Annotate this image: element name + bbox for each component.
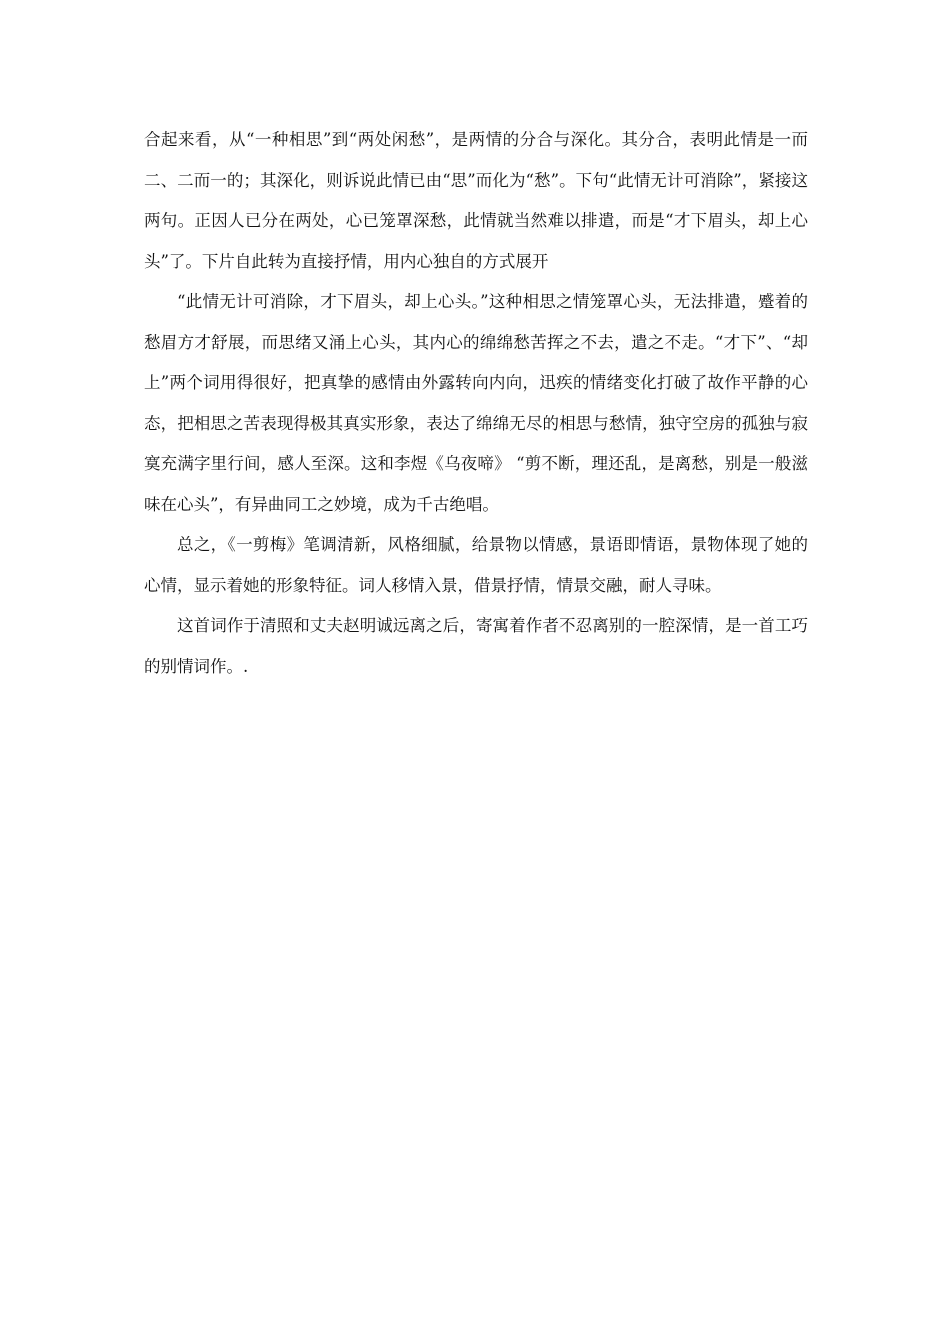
paragraph-3: 总之，《一剪梅》笔调清新，风格细腻，给景物以情感，景语即情语，景物体现了她的心情，显示着她的形象特征。词人移情入景，借景抒情，情景交融，耐人寻味。 <box>144 535 808 595</box>
paragraph-1: 合起来看，从“一种相思”到“两处闲愁”，是两情的分合与深化。其分合，表明此情是一而二、二而一的；其深化，则诉说此情已由“思”而化为“愁”。下句“此情无计可消除”，紧接这两句。正因人已分在两处，心已笼罩深愁，此情就当然难以排遣，而是“才下眉头，却上心头”了。下片自此转为直接抒情，用内心独自的方式展开 <box>144 130 808 271</box>
document-body <box>144 120 808 687</box>
paragraph-4: 这首词作于清照和丈夫赵明诚远离之后，寄寓着作者不忍离别的一腔深情，是一首工巧的别情词作。. <box>144 616 808 676</box>
paragraph-2: “此情无计可消除，才下眉头，却上心头。”这种相思之情笼罩心头，无法排遣，蹙着的愁眉方才舒展，而思绪又涌上心头，其内心的绵绵愁苦挥之不去，遣之不走。“才下”、“却上”两个词用得很好，把真挚的感情由外露转向内向，迅疾的情绪变化打破了故作平静的心态，把相思之苦表现得极其真实形象，表达了绵绵无尽的相思与愁情，独守空房的孤独与寂寞充满字里行间，感人至深。这和李煜《乌夜啼》 “剪不断，理还乱，是离愁，别是一般滋味在心头”，有异曲同工之妙境，成为千古绝唱。 <box>144 292 808 514</box>
